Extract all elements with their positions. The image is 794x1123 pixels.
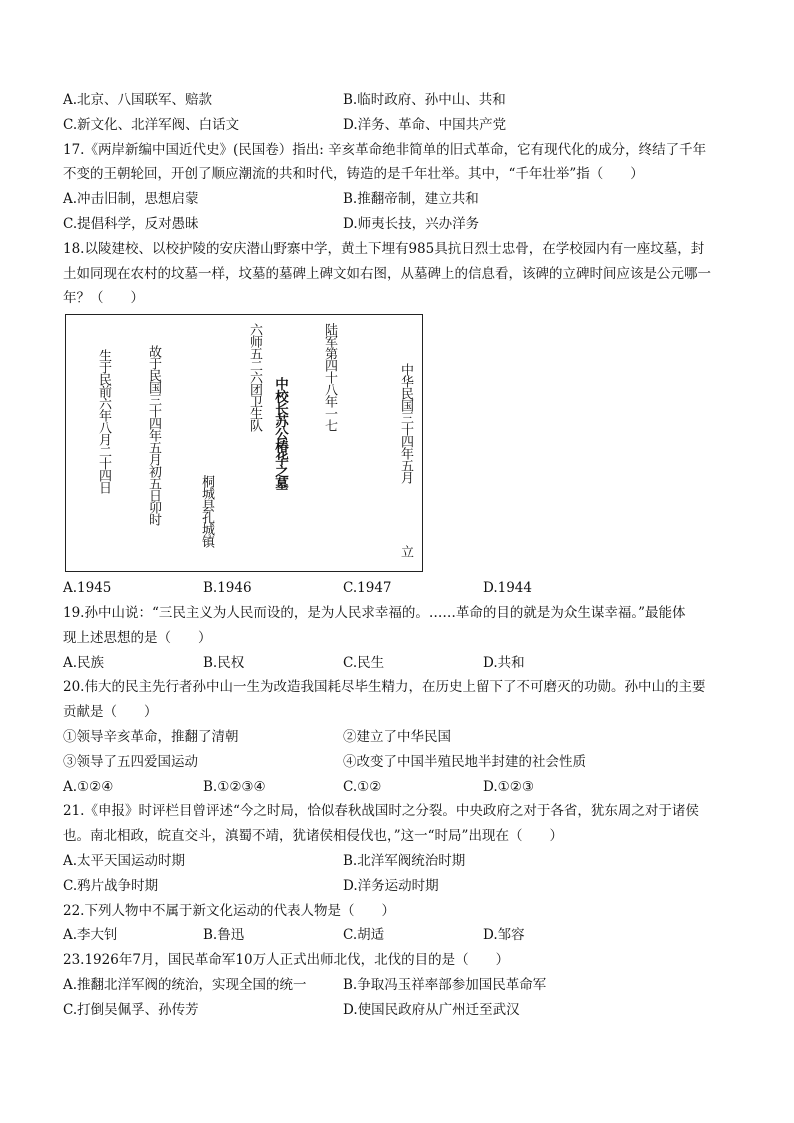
q17-options-row-2 (63, 212, 733, 237)
q23-option-c: C.打倒吴佩孚、孙传芳 (63, 1001, 199, 1018)
q22-option-d: D.邹容 (483, 927, 525, 944)
q17-option-c: C.提倡科学，反对愚昧 (63, 215, 199, 232)
q20-items-row-2 (63, 750, 733, 775)
q16-options-row-1 (63, 88, 733, 113)
q16-option-c: C.新文化、北洋军阀、白话文 (63, 116, 240, 133)
tablet-name-column: 中校长苏公椿华之墓 (272, 377, 288, 490)
q20-options-row (63, 775, 733, 800)
q20-option-a: A.①②④ (63, 778, 114, 795)
q18-options-row (63, 576, 733, 601)
q18-stem-line-3: 年？（ ） (63, 290, 144, 307)
q18-stem-line-2: 土如同现在农村的坟墓一样，坟墓的墓碑上碑文如右图，从墓碑上的信息看，该碑的立碑时间应该是公元哪一 (63, 265, 711, 282)
q19-stem-line-2: 现上述思想的是（ ） (63, 629, 212, 646)
q21-options-row-2 (63, 874, 733, 899)
exam-page (63, 88, 733, 1023)
q21-option-a: A.太平天国运动时期 (63, 852, 186, 869)
q20-item-4: ④改变了中国半殖民地半封建的社会性质 (343, 753, 586, 770)
q23-option-b: B.争取冯玉祥率部参加国民革命军 (343, 976, 547, 993)
q23-options-row-2 (63, 998, 733, 1023)
q16-options-row-2 (63, 113, 733, 138)
q20-items-row-1 (63, 725, 733, 750)
tablet-date-column: 中华民国三十四年五月 (398, 363, 413, 484)
q21-options-row-1 (63, 849, 733, 874)
q20-item-2: ②建立了中华民国 (343, 728, 451, 745)
q18-option-a: A.1945 (63, 580, 112, 597)
tablet-place-column: 桐城县孔城镇 (199, 475, 214, 548)
q23-option-a: A.推翻北洋军阀的统治，实现全国的统一 (63, 976, 307, 993)
q18-option-c: C.1947 (343, 580, 392, 597)
q19-option-b: B.民权 (203, 654, 245, 671)
q20-item-3: ③领导了五四爱国运动 (63, 753, 198, 770)
q21-option-d: D.洋务运动时期 (343, 877, 439, 894)
q18-option-b: B.1946 (203, 580, 252, 597)
q17-options-row-1 (63, 187, 733, 212)
q22-options-row (63, 923, 733, 948)
q21-stem-line-1: 21.《申报》时评栏目曾评述“今之时局，恰似春秋战国时之分裂。中央政府之对于各省，犹东周之对于诸侯 (63, 803, 699, 820)
q22-option-a: A.李大钊 (63, 927, 118, 944)
q20-option-b: B.①②③④ (203, 778, 266, 795)
tombstone-inscription-figure (65, 314, 423, 572)
q19-options-row (63, 651, 733, 676)
q16-option-a: A.北京、八国联军、赔款 (63, 92, 213, 108)
q19-option-c: C.民生 (343, 654, 385, 671)
tablet-erected-char: 立 (398, 545, 413, 558)
tablet-death-column: 故于民国三十四年五月初五日卯时 (146, 345, 161, 526)
q20-stem-line-1: 20.伟大的民主先行者孙中山一生为改造我国耗尽毕生精力，在历史上留下了不可磨灭的功勋。孙中山的主要 (63, 679, 706, 696)
q20-option-c: C.①② (343, 778, 382, 795)
q20-item-1: ①领导辛亥革命，推翻了清朝 (63, 728, 239, 745)
q22-option-c: C.胡适 (343, 927, 385, 944)
tablet-birth-column: 生于民前六年八月二十四日 (96, 349, 111, 494)
q22-option-b: B.鲁迅 (203, 927, 245, 944)
q22-stem: 22.下列人物中不属于新文化运动的代表人物是（ ） (63, 902, 395, 919)
q21-option-b: B.北洋军阀统治时期 (343, 852, 466, 869)
q21-option-c: C.鸦片战争时期 (63, 877, 159, 894)
q19-option-d: D.共和 (483, 654, 525, 671)
q16-option-b: B.临时政府、孙中山、共和 (343, 92, 506, 108)
q19-option-a: A.民族 (63, 654, 105, 671)
q17-option-a: A.冲击旧制，思想启蒙 (63, 191, 199, 208)
q19-stem-line-1: 19.孙中山说：“三民主义为人民而设的，是为人民求幸福的。……革命的目的就是为众生谋幸福。”最能体 (63, 604, 686, 621)
q17-option-b: B.推翻帝制，建立共和 (343, 191, 479, 208)
q16-option-d: D.洋务、革命、中国共产党 (343, 116, 507, 133)
q20-stem-line-2: 贡献是（ ） (63, 704, 158, 721)
q17-stem-line-1: 17.《两岸新编中国近代史》(民国卷）指出: 辛亥革命绝非简单的旧式革命，它有现代化的成分，终结了千年 (63, 141, 707, 158)
q17-stem-line-2: 不变的王朝轮回，开创了顺应潮流的共和时代，铸造的是千年壮举。其中，“千年壮举”指（ ） (63, 166, 644, 183)
q17-option-d: D.师夷长技，兴办洋务 (343, 215, 480, 232)
q18-stem-line-1: 18.以陵建校、以校护陵的安庆潜山野寨中学，黄土下埋有985具抗日烈士忠骨，在学校园内有一座坟墓，封 (63, 240, 705, 257)
q20-option-d: D.①②③ (483, 778, 534, 795)
q23-option-d: D.使国民政府从广州迁至武汉 (343, 1001, 520, 1018)
q23-stem: 23.1926年7月，国民革命军10万人正式出师北伐，北伐的目的是（ ） (63, 952, 510, 969)
q18-option-d: D.1944 (483, 580, 532, 597)
tablet-army-column: 陆军第四十八年一七 (322, 323, 337, 432)
tablet-unit-column: 六师五二六团卫生队 (247, 323, 262, 432)
q21-stem-line-2: 也。南北相政，皖直交斗，滇蜀不靖，犹诸侯相侵伐也，”这一“时局”出现在（ ） (63, 828, 563, 845)
q23-options-row-1 (63, 973, 733, 998)
